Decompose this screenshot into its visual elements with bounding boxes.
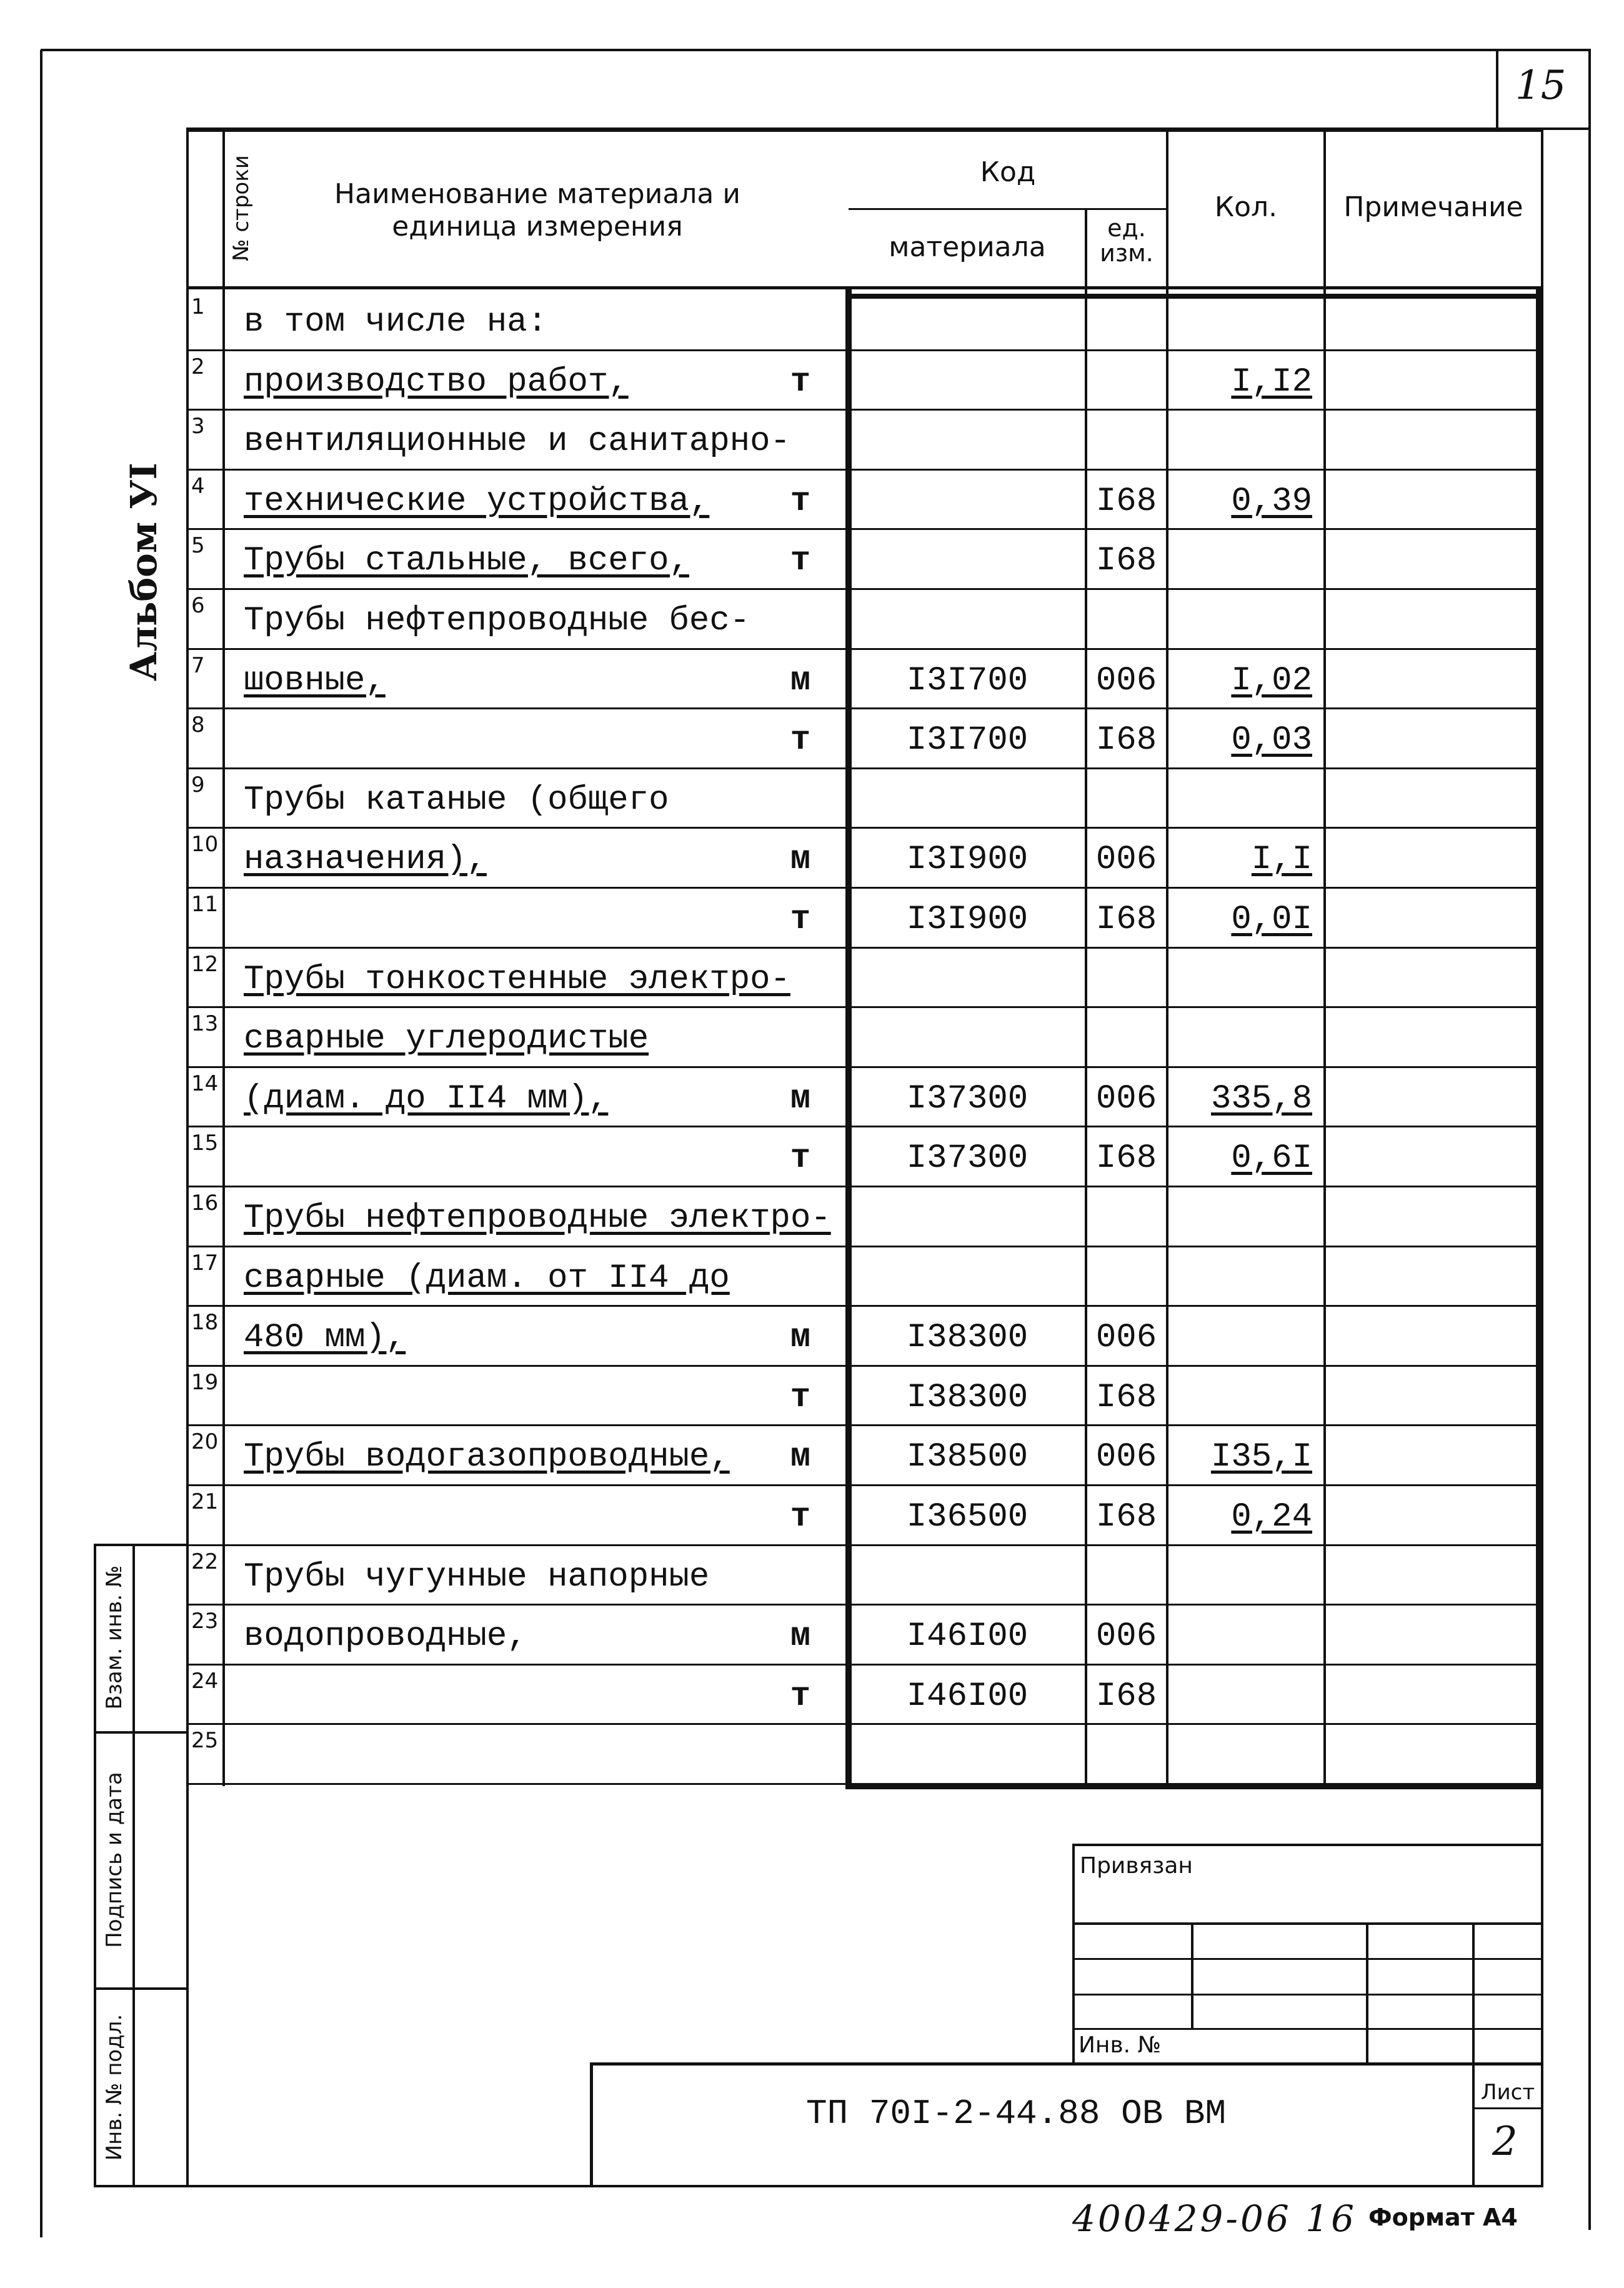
format-label: Формат А4 — [1368, 2204, 1518, 2231]
row-name: технические устройства, — [244, 482, 710, 521]
row-code: I3I900 — [906, 841, 1029, 879]
row-code: I3I700 — [906, 662, 1029, 700]
row-number: 24 — [191, 1669, 219, 1694]
row-name: 480 мм), — [244, 1319, 406, 1357]
side-podpis: Подпись и дата — [102, 1772, 127, 1948]
row-number: 11 — [191, 892, 219, 917]
row-number: 25 — [191, 1728, 219, 1753]
row-number: 14 — [191, 1071, 219, 1096]
row-code: I37300 — [906, 1139, 1029, 1177]
row-name: Трубы тонкостенные электро- — [244, 961, 790, 999]
row-ed: 006 — [1095, 662, 1157, 700]
row-number: 19 — [191, 1370, 219, 1395]
row-unit: м — [790, 1080, 811, 1118]
row-divider — [187, 1126, 1541, 1127]
row-divider — [187, 1544, 1541, 1546]
row-divider — [187, 1186, 1541, 1187]
row-code: I37300 — [906, 1080, 1029, 1118]
row-qty: 0,24 — [1231, 1498, 1312, 1536]
row-divider — [187, 887, 1541, 889]
row-unit: т — [790, 1139, 811, 1177]
row-ed: I68 — [1095, 721, 1157, 759]
stamp-privyazan: Привязан — [1080, 1853, 1193, 1879]
row-number: 7 — [191, 653, 205, 678]
row-ed: I68 — [1095, 901, 1157, 939]
row-qty: I,I — [1251, 841, 1312, 879]
row-ed: I68 — [1095, 542, 1157, 580]
row-name: в том числе на: — [244, 303, 548, 341]
header-note: Примечание — [1343, 191, 1523, 223]
stamp-list-number: 2 — [1492, 2119, 1518, 2165]
row-unit: т — [790, 1677, 811, 1716]
side-vzam: Взам. инв. № — [102, 1565, 127, 1710]
page-number: 15 — [1515, 62, 1567, 109]
row-code: I36500 — [906, 1498, 1029, 1536]
row-number: 9 — [191, 772, 205, 797]
row-code: I38300 — [906, 1319, 1029, 1357]
row-qty: 0,39 — [1231, 482, 1312, 521]
row-number: 22 — [191, 1549, 219, 1574]
row-divider — [187, 1484, 1541, 1486]
row-number: 12 — [191, 952, 219, 977]
row-code: I46I00 — [906, 1677, 1029, 1716]
row-ed: I68 — [1095, 482, 1157, 521]
row-ed: I68 — [1095, 1498, 1157, 1536]
row-ed: 006 — [1095, 1080, 1157, 1118]
row-divider — [187, 1246, 1541, 1247]
row-divider — [187, 648, 1541, 650]
row-number: 18 — [191, 1310, 219, 1335]
row-ed: 006 — [1095, 1438, 1157, 1476]
row-code: I38500 — [906, 1438, 1029, 1476]
row-number: 10 — [191, 832, 219, 857]
row-ed: 006 — [1095, 1617, 1157, 1656]
row-number: 20 — [191, 1429, 219, 1454]
row-name: (диам. до II4 мм), — [244, 1080, 609, 1118]
row-divider — [187, 469, 1541, 471]
row-name: сварные (диам. от II4 до — [244, 1259, 730, 1297]
row-number: 5 — [191, 533, 205, 558]
row-divider — [187, 349, 1541, 351]
header-row-no: № строки — [229, 155, 254, 261]
header-kol: Кол. — [1214, 191, 1278, 223]
row-number: 17 — [191, 1251, 219, 1276]
album-label: Альбом УI — [122, 462, 165, 681]
row-code: I3I700 — [906, 721, 1029, 759]
row-qty: I,02 — [1231, 662, 1312, 700]
row-divider — [187, 1723, 1541, 1725]
row-name: сварные углеродистые — [244, 1020, 649, 1058]
row-qty: 335,8 — [1210, 1080, 1312, 1118]
row-name: вентиляционные и санитарно- — [244, 422, 790, 461]
row-divider — [187, 1424, 1541, 1426]
row-divider — [187, 1783, 1541, 1785]
archive-number: 400429-06 16 — [1072, 2197, 1357, 2240]
row-divider — [187, 1305, 1541, 1307]
row-name: Трубы нефтепроводные электро- — [244, 1199, 831, 1237]
header-name: Наименование материала и единица измерения — [334, 178, 740, 242]
row-divider — [187, 588, 1541, 590]
row-code: I3I900 — [906, 901, 1029, 939]
row-unit: м — [790, 1617, 811, 1656]
row-name: Трубы чугунные напорные — [244, 1558, 710, 1596]
row-unit: м — [790, 841, 811, 879]
row-number: 6 — [191, 593, 205, 618]
row-divider — [187, 1066, 1541, 1068]
row-unit: т — [790, 901, 811, 939]
stamp-inv-no: Инв. № — [1079, 2032, 1162, 2058]
row-code: I38300 — [906, 1379, 1029, 1417]
row-unit: т — [790, 1498, 811, 1536]
row-divider — [187, 707, 1541, 709]
frame-top — [41, 49, 1590, 51]
row-number: 16 — [191, 1191, 219, 1216]
row-number: 13 — [191, 1011, 219, 1036]
row-name: Трубы водогазопроводные, — [244, 1438, 730, 1476]
row-divider — [187, 1006, 1541, 1008]
row-unit: т — [790, 721, 811, 759]
row-number: 4 — [191, 474, 205, 499]
row-divider — [187, 767, 1541, 769]
row-unit: т — [790, 482, 811, 521]
row-qty: I35,I — [1210, 1438, 1312, 1476]
side-inv-podl: Инв. № подл. — [102, 2014, 127, 2161]
row-name: Трубы катаные (общего — [244, 781, 669, 819]
row-divider — [187, 528, 1541, 530]
row-unit: м — [790, 1438, 811, 1476]
row-qty: 0,03 — [1231, 721, 1312, 759]
row-unit: т — [790, 1379, 811, 1417]
row-name: производство работ, — [244, 363, 629, 401]
row-ed: I68 — [1095, 1139, 1157, 1177]
row-divider — [187, 1604, 1541, 1606]
row-ed: I68 — [1095, 1379, 1157, 1417]
row-name: Трубы нефтепроводные бес- — [244, 602, 750, 640]
row-divider — [187, 409, 1541, 411]
header-material: материала — [889, 231, 1046, 263]
row-qty: 0,6I — [1231, 1139, 1312, 1177]
row-number: 8 — [191, 712, 205, 737]
frame-right — [1588, 49, 1591, 2230]
row-number: 1 — [191, 294, 205, 319]
row-ed: 006 — [1095, 841, 1157, 879]
row-name: назначения), — [244, 841, 487, 879]
stamp-doc-code: ТП 70I-2-44.88 ОВ ВМ — [806, 2094, 1227, 2134]
row-ed: 006 — [1095, 1319, 1157, 1357]
row-unit: м — [790, 662, 811, 700]
row-qty: 0,0I — [1231, 901, 1312, 939]
row-divider — [187, 1664, 1541, 1666]
header-kod: Код — [980, 156, 1036, 188]
row-name: Трубы стальные, всего, — [244, 542, 689, 580]
header-ed-izm: ед. изм. — [1100, 214, 1153, 267]
row-ed: I68 — [1095, 1677, 1157, 1716]
stamp-list-label: Лист — [1481, 2080, 1535, 2105]
row-unit: м — [790, 1319, 811, 1357]
row-number: 21 — [191, 1489, 219, 1514]
row-code: I46I00 — [906, 1617, 1029, 1656]
row-number: 2 — [191, 354, 205, 379]
row-divider — [187, 947, 1541, 949]
row-qty: I,I2 — [1231, 363, 1312, 401]
frame-left — [40, 50, 42, 2237]
row-name: шовные, — [244, 662, 386, 700]
row-number: 3 — [191, 414, 205, 439]
row-number: 23 — [191, 1609, 219, 1634]
row-divider — [187, 1365, 1541, 1367]
row-divider — [187, 827, 1541, 829]
row-unit: т — [790, 363, 811, 401]
row-number: 15 — [191, 1131, 219, 1156]
row-name: водопроводные, — [244, 1617, 527, 1656]
row-unit: т — [790, 542, 811, 580]
